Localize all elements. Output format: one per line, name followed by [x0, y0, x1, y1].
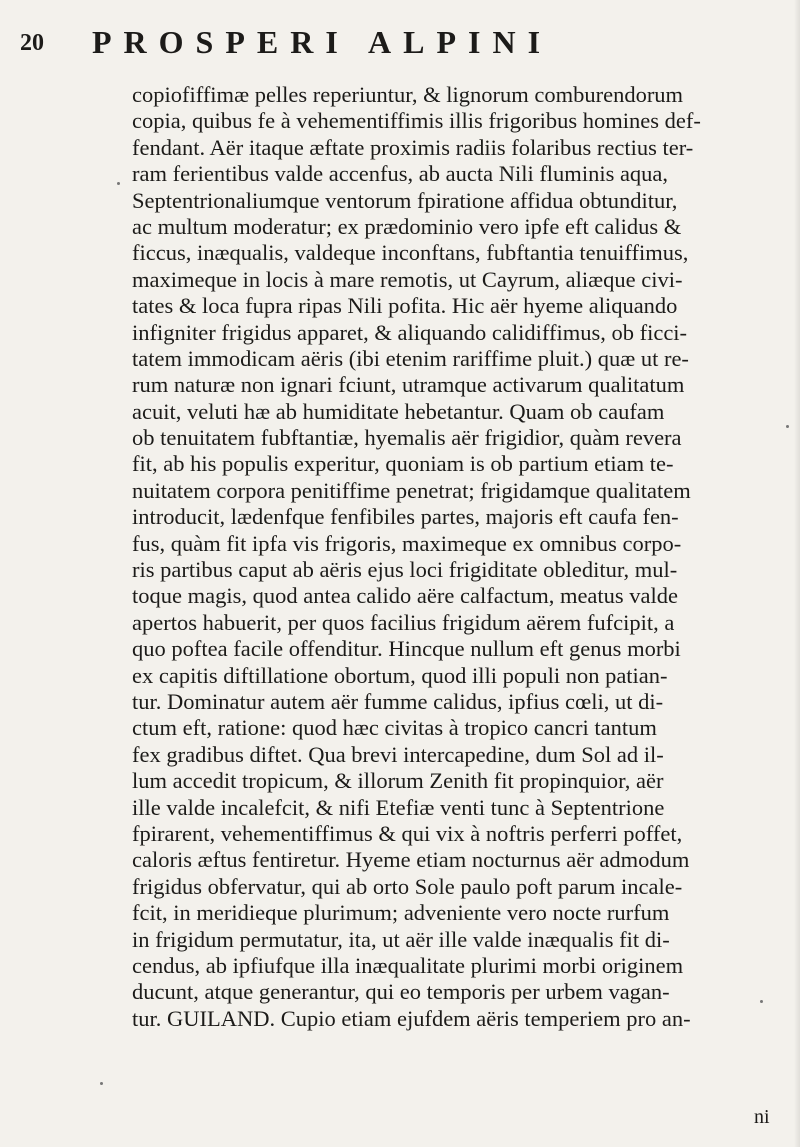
- running-title: PROSPERI ALPINI: [92, 24, 553, 60]
- text-line: caloris æftus fentiretur. Hyeme etiam nocturnus aër admodum: [132, 847, 690, 873]
- text-line: ille valde incalefcit, & nifi Etefiæ venti tunc à Septentrione: [132, 794, 665, 820]
- page-edge-shadow: [794, 0, 800, 1147]
- text-line: nuitatem corpora penitiffime penetrat; frigidamque qualitatem: [132, 477, 691, 503]
- text-line: tatem immodicam aëris (ibi etenim rariffime pluit.) quæ ut re-: [132, 345, 689, 371]
- text-line: ob tenuitatem fubftantiæ, hyemalis aër frigidior, quàm revera: [132, 425, 682, 451]
- text-line: lum accedit tropicum, & illorum Zenith fit propinquior, aër: [132, 768, 664, 794]
- text-line: maximeque in locis à mare remotis, ut Cayrum, aliæque civi-: [132, 266, 683, 292]
- page-number: 20: [20, 30, 44, 56]
- text-line: fendant. Aër itaque æftate proximis radiis folaribus rectius ter-: [132, 134, 694, 160]
- text-line: tates & loca fupra ripas Nili pofita. Hic aër hyeme aliquando: [132, 293, 678, 319]
- text-line: fit, ab his populis experitur, quoniam is ob partium etiam te-: [132, 451, 674, 477]
- text-line: fpirarent, vehementiffimus & qui vix à noftris perferri poffet,: [132, 820, 683, 846]
- margin-speck: [786, 425, 789, 428]
- margin-speck: [117, 182, 120, 185]
- text-line: infigniter frigidus apparet, & aliquando calidiffimus, ob ficci-: [132, 319, 688, 345]
- text-line: toque magis, quod antea calido aëre calfactum, meatus valde: [132, 583, 679, 609]
- text-line: ficcus, inæqualis, valdeque inconftans, fubftantia tenuiffimus,: [132, 240, 689, 266]
- text-line: ac multum moderatur; ex prædominio vero ipfe eft calidus &: [132, 213, 682, 239]
- text-line: ex capitis diftillatione obortum, quod illi populi non patian-: [132, 662, 668, 688]
- text-line: quo poftea facile offenditur. Hincque nullum eft genus morbi: [132, 636, 681, 662]
- text-line: ducunt, atque generantur, qui eo temporis per urbem vagan-: [132, 979, 670, 1005]
- margin-speck: [100, 1082, 103, 1085]
- text-line: fex gradibus diftet. Qua brevi intercapedine, dum Sol ad il-: [132, 741, 664, 767]
- text-line: ram ferientibus valde accenfus, ab aucta Nili fluminis aqua,: [132, 161, 669, 187]
- text-line: cendus, ab ipfiufque illa inæqualitate plurimi morbi originem: [132, 952, 684, 978]
- body-text: [132, 82, 800, 1032]
- text-line: fcit, in meridieque plurimum; adveniente vero nocte rurfum: [132, 900, 670, 926]
- text-line: copiofiffimæ pelles reperiuntur, & lignorum comburendorum: [132, 82, 684, 107]
- margin-speck: [760, 1000, 763, 1003]
- text-line: copia, quibus fe à vehementiffimis illis frigoribus homines def-: [132, 108, 701, 134]
- text-line: fus, quàm fit ipfa vis frigoris, maximeque ex omnibus corpo-: [132, 530, 682, 556]
- catchword: ni: [754, 1106, 770, 1128]
- text-line: acuit, veluti hæ ab humiditate hebetantur. Quam ob caufam: [132, 398, 665, 424]
- text-line: ctum eft, ratione: quod hæc civitas à tropico cancri tantum: [132, 715, 657, 741]
- text-line: ris partibus caput ab aëris ejus loci frigiditate obleditur, mul-: [132, 557, 678, 583]
- text-line: tur. Dominatur autem aër fumme calidus, ipfius cœli, ut di-: [132, 688, 664, 714]
- text-line: rum naturæ non ignari fciunt, utramque activarum qualitatum: [132, 372, 685, 398]
- text-line: apertos habuerit, per quos facilius frigidum aërem fufcipit, a: [132, 609, 675, 635]
- text-line: Septentrionaliumque ventorum fpiratione affidua obtunditur,: [132, 187, 678, 213]
- text-line: tur. GUILAND. Cupio etiam ejufdem aëris temperiem pro an-: [132, 1005, 691, 1031]
- text-line: introducit, lædenfque fenfibiles partes, majoris eft caufa fen-: [132, 504, 679, 530]
- text-line: frigidus obfervatur, qui ab orto Sole paulo poft parum incale-: [132, 873, 683, 899]
- text-line: in frigidum permutatur, ita, ut aër ille valde inæqualis fit di-: [132, 926, 670, 952]
